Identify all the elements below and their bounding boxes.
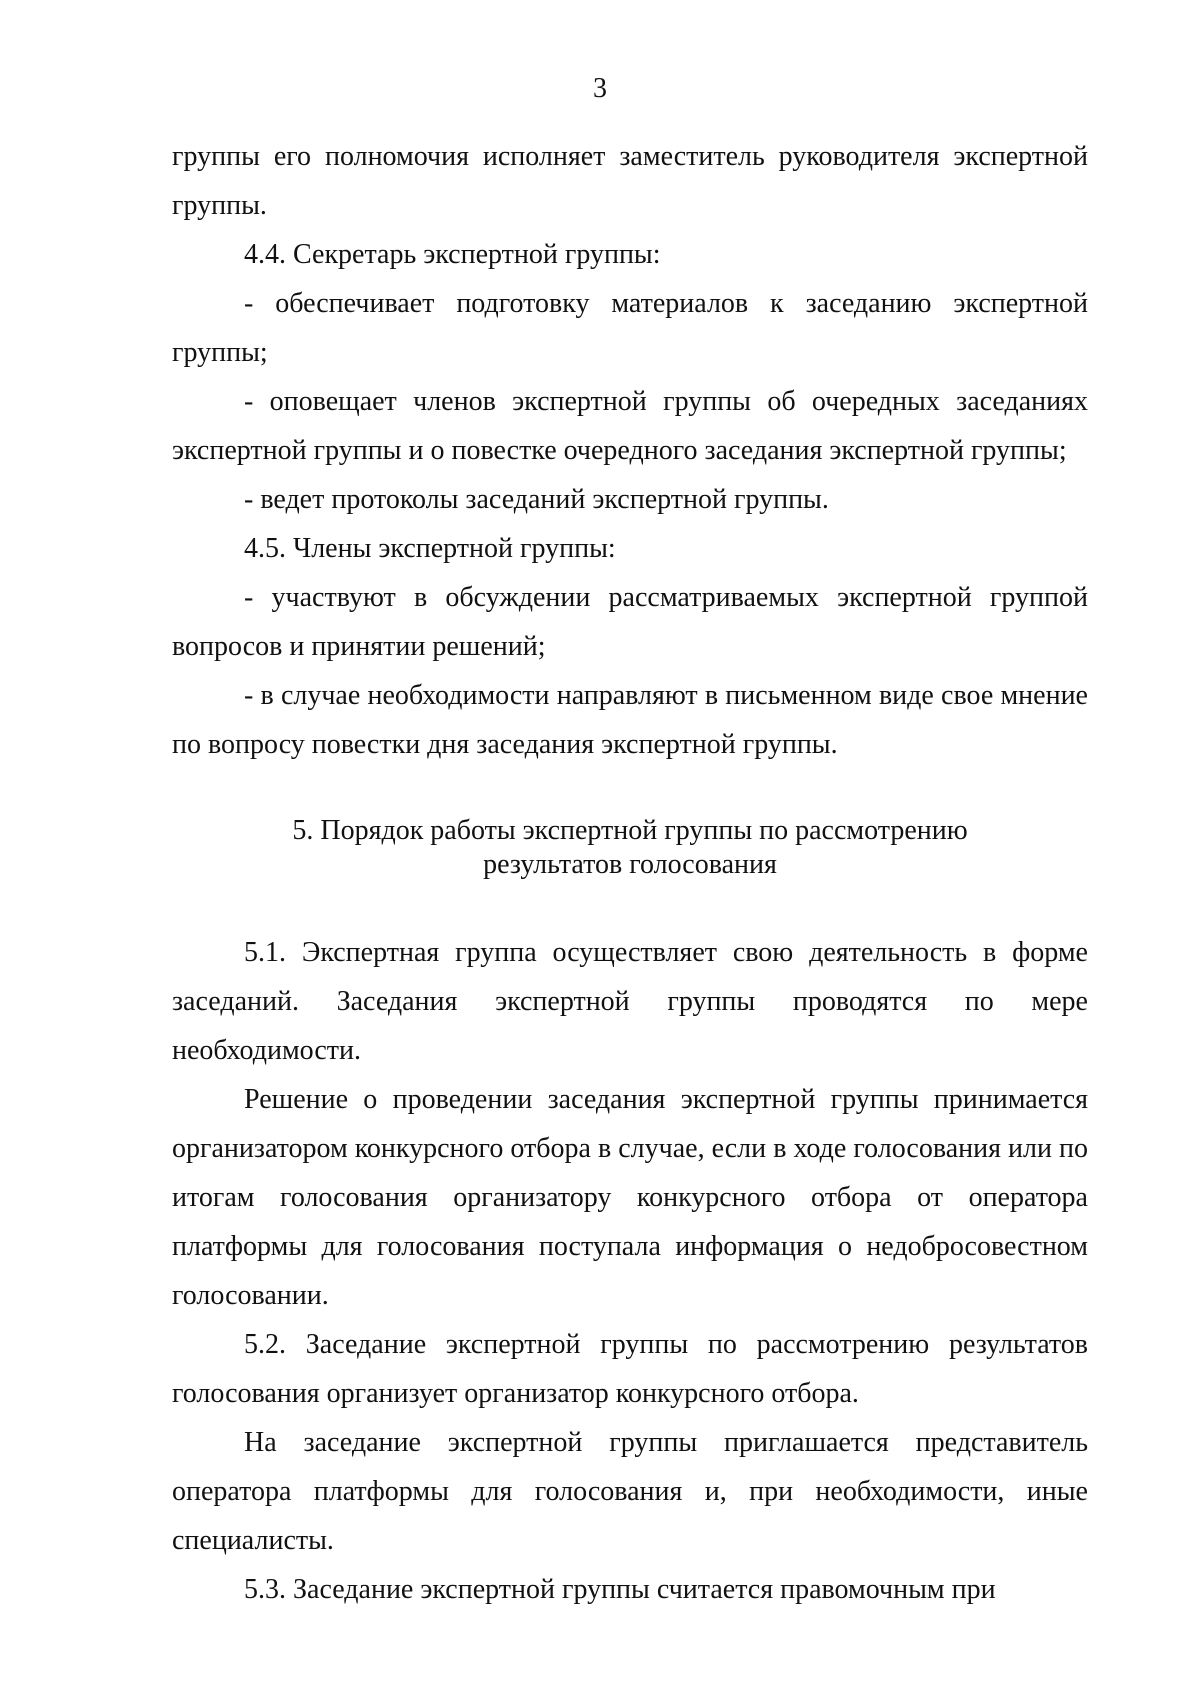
paragraph-5-1: 5.1. Экспертная группа осуществляет свою деятельность в форме заседаний. Заседания экспертной группы проводятся по мере необходимости. <box>172 937 1088 1066</box>
section-heading-line-2: результатов голосования <box>483 849 777 880</box>
paragraph-4-5-item-2: - в случае необходимости направляют в письменном виде свое мнение по вопросу повестки дня заседания экспертной группы. <box>172 680 1088 760</box>
document-body <box>172 132 1088 1614</box>
paragraph-4-5: 4.5. Члены экспертной группы: <box>244 533 616 564</box>
paragraph-4-4-item-2: - оповещает членов экспертной группы об очередных заседаниях экспертной группы и о повестке очередного заседания экспертной группы; <box>172 386 1088 466</box>
paragraph-decision: Решение о проведении заседания экспертной группы принимается организатором конкурсного отбора в случае, если в ходе голосования или по итогам голосования организатору конкурсного отбора от оператора платформы для голосования поступала информация о недобросовестном голосовании. <box>172 1084 1088 1311</box>
section-heading-line-1: 5. Порядок работы экспертной группы по рассмотрению <box>292 815 968 846</box>
page-number: 3 <box>593 73 607 104</box>
paragraph-4-4-item-3: - ведет протоколы заседаний экспертной группы. <box>244 484 829 515</box>
section-heading <box>172 814 1088 882</box>
paragraph-4-4-item-1: - обеспечивает подготовку материалов к заседанию экспертной группы; <box>172 288 1088 368</box>
paragraph-invitation: На заседание экспертной группы приглашается представитель оператора платформы для голосования и, при необходимости, иные специалисты. <box>172 1427 1088 1556</box>
paragraph-5-3: 5.3. Заседание экспертной группы считается правомочным при <box>244 1574 996 1605</box>
paragraph-continuation: группы его полномочия исполняет заместитель руководителя экспертной группы. <box>172 141 1088 221</box>
paragraph-4-4: 4.4. Секретарь экспертной группы: <box>244 239 661 270</box>
paragraph-4-5-item-1: - участвуют в обсуждении рассматриваемых экспертной группой вопросов и принятии решений; <box>172 582 1088 662</box>
paragraph-5-2: 5.2. Заседание экспертной группы по рассмотрению результатов голосования организует организатор конкурсного отбора. <box>172 1329 1088 1409</box>
